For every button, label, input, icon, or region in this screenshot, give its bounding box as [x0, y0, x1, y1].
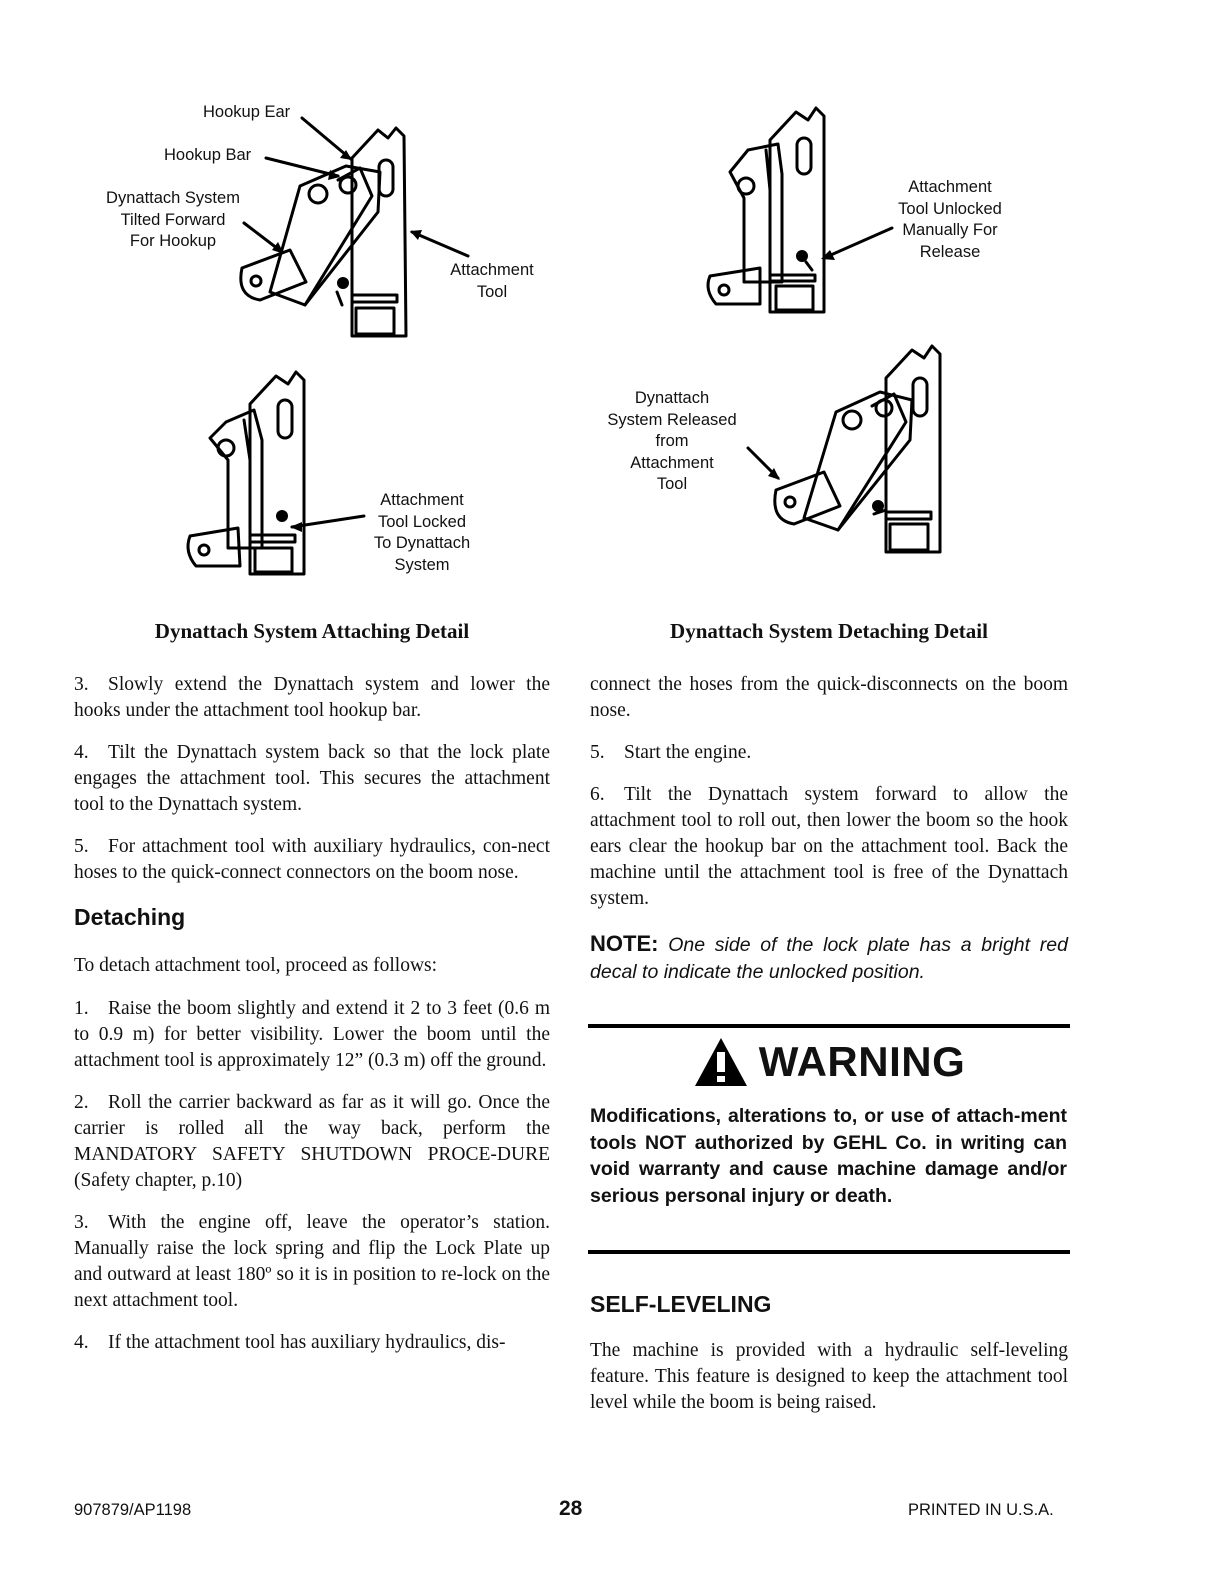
label-tool-locked	[358, 490, 486, 576]
detaching-heading: Detaching	[74, 904, 186, 930]
label-tool-locked-line-4: System	[394, 555, 450, 574]
label-hookup-ear: Hookup Ear	[203, 103, 291, 121]
step-text: Start the engine.	[624, 742, 752, 763]
label-attachment-tool	[436, 260, 548, 303]
label-tool-locked-line-2: Tool Locked	[377, 512, 467, 531]
detaching-intro: To detach attachment tool, proceed as follows:	[74, 955, 438, 976]
label-system-released	[596, 388, 748, 496]
label-tool-unlocked	[880, 177, 1020, 263]
step-attach-5	[74, 834, 550, 886]
label-tool-locked-line-1: Attachment	[380, 491, 464, 509]
caption-attaching-detail: Dynattach System Attaching Detail	[154, 619, 470, 643]
step-number: 2.	[74, 1092, 89, 1113]
self-leveling-text: The machine is provided with a hydraulic self-leveling feature. This feature is designed to keep the attachment tool level while the boom is being raised.	[590, 1340, 1068, 1413]
label-tool-unlocked-line-1: Attachment	[908, 178, 992, 196]
step-text: Tilt the Dynattach system back so that the lock plate engages the attachment tool. This secures the attachment tool to the Dynattach system.	[74, 742, 550, 815]
label-tilted-line-1: Dynattach System	[106, 189, 240, 207]
step-number: 3.	[74, 1212, 89, 1233]
self-leveling-heading: SELF-LEVELING	[590, 1291, 772, 1317]
warning-body: Modifications, alterations to, or use of attach-ment tools NOT authorized by GEHL Co. in writing can void warranty and cause machine damage and/or serious personal injury or death.	[590, 1105, 1067, 1207]
warning-top-rule	[588, 1024, 1070, 1028]
right-column	[590, 672, 1068, 986]
footer-printed: PRINTED IN U.S.A.	[908, 1501, 1054, 1519]
step-detach-5	[590, 740, 1068, 766]
caption-detaching-detail: Dynattach System Detaching Detail	[670, 619, 988, 643]
label-system-released-line-3: from	[655, 432, 689, 450]
label-system-released-line-5: Tool	[656, 475, 688, 493]
label-tool-unlocked-line-3: Manually For	[902, 221, 998, 239]
step-attach-3	[74, 672, 550, 724]
step-detach-4	[74, 1330, 550, 1356]
left-column	[74, 672, 550, 1356]
label-hookup-bar: Hookup Bar	[164, 146, 252, 164]
step-text: For attachment tool with auxiliary hydraulics, con-nect hoses to the quick-connect connectors on the boom nose.	[74, 836, 550, 883]
step-number: 1.	[74, 998, 89, 1019]
label-tool-locked-line-3: To Dynattach	[373, 534, 471, 552]
label-tool-unlocked-line-2: Tool Unlocked	[898, 199, 1002, 218]
label-system-released-line-2: System Released	[607, 410, 737, 429]
label-tool-unlocked-line-4: Release	[919, 242, 981, 261]
step-text: With the engine off, leave the operator’s station. Manually raise the lock spring and flip the Lock Plate up and outward at least 180º so it is in position to re-lock on the next attachment tool.	[74, 1212, 550, 1311]
label-attachment-tool-line-1: Attachment	[450, 261, 534, 279]
step-text: Tilt the Dynattach system forward to allow the attachment tool to roll out, then lower the boom so the hook ears clear the hookup bar on the attachment tool. Back the machine until the attachment tool is free of the Dynattach system.	[590, 784, 1068, 909]
step-detach-3	[74, 1210, 550, 1314]
step-text: Roll the carrier backward as far as it will go. Once the carrier is rolled all the way back, perform the MANDATORY SAFETY SHUTDOWN PROCE-DURE (Safety chapter, p.10)	[74, 1092, 550, 1191]
label-tilted-forward	[90, 188, 256, 253]
label-system-released-line-1: Dynattach	[634, 389, 710, 407]
step-number: 4.	[74, 1332, 89, 1353]
step-attach-4	[74, 740, 550, 818]
warning-bottom-rule	[588, 1250, 1070, 1254]
step-number: 3.	[74, 674, 89, 695]
step-text: If the attachment tool has auxiliary hydraulics, dis-	[108, 1332, 506, 1353]
step-number: 5.	[590, 742, 605, 763]
warning-title: WARNING	[758, 1038, 966, 1085]
step-detach-2	[74, 1090, 550, 1194]
step-text: Slowly extend the Dynattach system and lower the hooks under the attachment tool hookup bar.	[74, 674, 550, 721]
warning-title-row	[588, 1034, 1070, 1090]
step-detach-1	[74, 996, 550, 1074]
warning-triangle-icon	[693, 1036, 749, 1088]
step-text: Raise the boom slightly and extend it 2 to 3 feet (0.6 m to 0.9 m) for better visibility. Lower the boom until the attachment tool is approximately 12” (0.3 m) off the ground.	[74, 998, 550, 1071]
step-number: 5.	[74, 836, 89, 857]
label-system-released-line-4: Attachment	[630, 453, 714, 472]
footer-page-number: 28	[559, 1497, 583, 1520]
label-attachment-tool-line-2: Tool	[476, 282, 508, 301]
note-text: One side of the lock plate has a bright red decal to indicate the unlocked position.	[590, 934, 1068, 983]
label-tilted-line-2: Tilted Forward	[120, 210, 226, 229]
step-number: 4.	[74, 742, 89, 763]
continuation-text: connect the hoses from the quick-disconnects on the boom nose.	[590, 674, 1068, 721]
note-label: NOTE:	[590, 931, 659, 956]
label-tilted-line-3: For Hookup	[129, 232, 217, 250]
note	[590, 930, 1068, 986]
step-detach-6	[590, 782, 1068, 912]
step-number: 6.	[590, 784, 605, 805]
footer-doc-number: 907879/AP1198	[74, 1501, 192, 1519]
